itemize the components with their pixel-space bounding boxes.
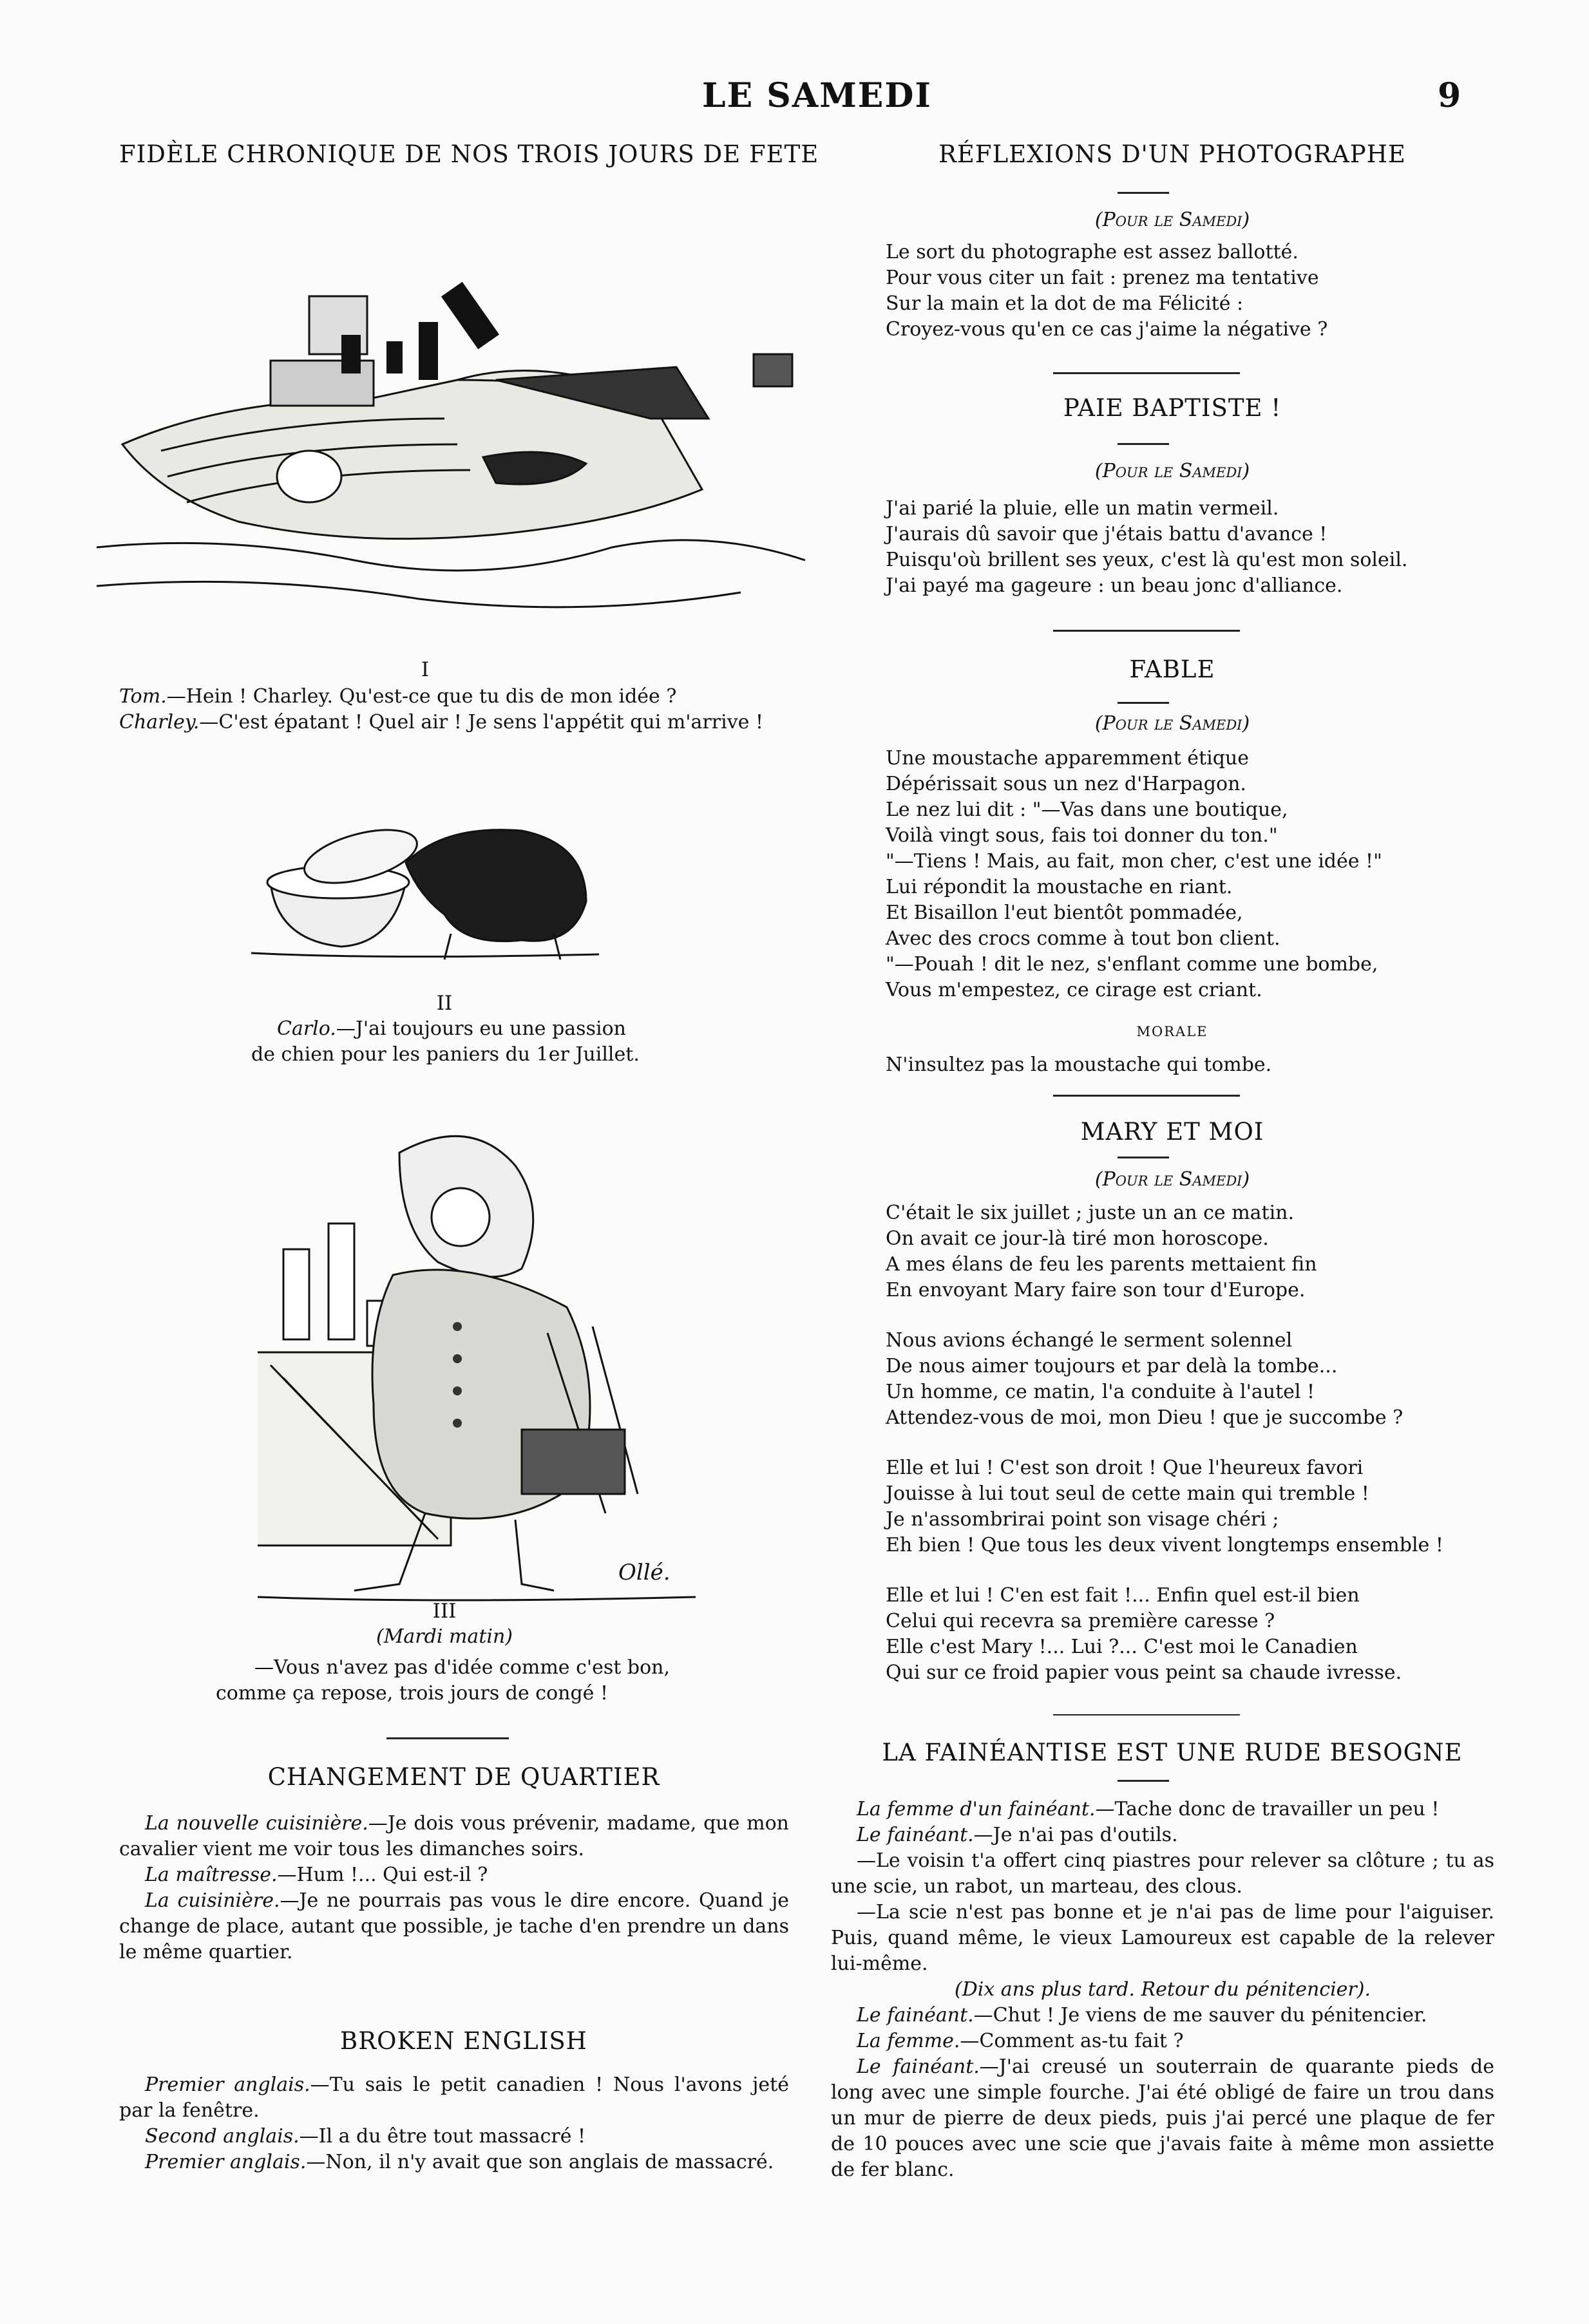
- tom-line: —Hein ! Charley. Qu'est-ce que tu dis de mon idée ?: [166, 685, 677, 708]
- speaker-charley: Charley.: [119, 711, 200, 733]
- part1-dialogue: [119, 684, 808, 735]
- faineantise-title: LA FAINÉANTISE EST UNE RUDE BESOGNE: [882, 1739, 1463, 1766]
- faineantise-interlude: (Dix ans plus tard. Retour du pénitencier).: [954, 1978, 1371, 2001]
- mary-byline: (Pour le Samedi): [1094, 1168, 1250, 1191]
- fable-line: Le nez lui dit : "—Vas dans une boutique,: [886, 798, 1288, 821]
- broken-speaker1: Premier anglais.: [145, 2074, 310, 2096]
- fable-line: Dépérissait sous un nez d'Harpagon.: [886, 773, 1246, 795]
- woman-chair-illustration: [245, 1095, 709, 1610]
- reflexions-line: Le sort du photographe est assez ballotté.: [886, 241, 1299, 263]
- fable-morale: N'insultez pas la moustache qui tombe.: [886, 1053, 1272, 1076]
- reflexions-line: Sur la main et la dot de ma Félicité :: [886, 292, 1244, 315]
- part2-caption: [251, 1016, 715, 1068]
- part2-numeral: II: [436, 992, 453, 1015]
- carlo-line1: —J'ai toujours eu une passion: [336, 1017, 626, 1040]
- faineantise-text2: —Je n'ai pas d'outils.: [973, 1824, 1178, 1846]
- broken-title: BROKEN ENGLISH: [340, 2027, 587, 2055]
- boat-illustration: [97, 187, 818, 638]
- paie-poem: [886, 496, 1485, 599]
- faineantise-speaker5: Le fainéant.: [857, 2004, 974, 2026]
- changement-body: [119, 1811, 789, 1965]
- part3-subtitle: (Mardi matin): [376, 1625, 513, 1648]
- paie-byline: (Pour le Samedi): [1094, 460, 1250, 482]
- faineantise-speaker7: Le fainéant.: [857, 2055, 980, 2078]
- carlo-line2: de chien pour les paniers du 1er Juillet.: [251, 1043, 640, 1066]
- changement-speaker3: La cuisinière.: [145, 1889, 280, 1912]
- mary-line: Elle et lui ! C'en est fait !... Enfin quel est-il bien: [886, 1584, 1360, 1607]
- fable-line: Vous m'empestez, ce cirage est criant.: [886, 979, 1262, 1001]
- changement-text2: —Hum !... Qui est-il ?: [277, 1864, 488, 1886]
- fable-line: "—Tiens ! Mais, au fait, mon cher, c'est une idée !": [886, 850, 1382, 873]
- fable-line: Voilà vingt sous, fais toi donner du ton.": [886, 824, 1278, 847]
- broken-speaker3: Premier anglais.: [145, 2151, 307, 2173]
- faineantise-body: [831, 1797, 1494, 2183]
- mary-line: C'était le six juillet ; juste un an ce matin.: [886, 1202, 1295, 1224]
- faineantise-speaker1: La femme d'un fainéant.: [857, 1798, 1096, 1820]
- faineantise-text3: —Le voisin t'a offert cinq piastres pour relever sa clôture ; tu as une scie, un rabot, un marteau, des clous.: [831, 1849, 1494, 1898]
- faineantise-text4: —La scie n'est pas bonne et je n'ai pas de lime pour l'aiguiser. Puis, quand même, le vieux Lamoureux est capable de la relever lui-même.: [831, 1901, 1494, 1975]
- reflexions-byline: (Pour le Samedi): [1094, 209, 1250, 231]
- reflexions-line: Croyez-vous qu'en ce cas j'aime la négative ?: [886, 318, 1328, 341]
- faineantise-text6: —Comment as-tu fait ?: [960, 2030, 1184, 2052]
- fable-line: Avec des crocs comme à tout bon client.: [886, 927, 1280, 950]
- changement-speaker1: La nouvelle cuisinière.: [145, 1812, 368, 1835]
- changement-title: CHANGEMENT DE QUARTIER: [267, 1763, 660, 1791]
- fable-title: FABLE: [1129, 656, 1215, 683]
- paie-line: J'ai parié la pluie, elle un matin vermeil.: [886, 497, 1279, 520]
- faineantise-text7: —J'ai creusé un souterrain de quarante pieds de long avec une simple fourche. J'ai été obligé de faire un trou dans un mur de pierre de deux pieds, puis j'ai percé une plaque de fer de 10 pouces avec une scie que j'avais faite à même mon assiette de fer blanc.: [831, 2055, 1494, 2181]
- speaker-carlo: Carlo.: [277, 1017, 336, 1040]
- divider-left-1: [386, 1737, 509, 1739]
- fable-line: "—Pouah ! dit le nez, s'enflant comme une bombe,: [886, 953, 1378, 976]
- part3-line1: —Vous n'avez pas d'idée comme c'est bon,: [254, 1656, 670, 1679]
- paie-line: J'aurais dû savoir que j'étais battu d'avance !: [886, 523, 1327, 545]
- mary-line: En envoyant Mary faire son tour d'Europe.: [886, 1279, 1306, 1301]
- speaker-tom: Tom.: [119, 685, 167, 708]
- part3-caption: [216, 1655, 705, 1706]
- divider-right-4: [1053, 1714, 1240, 1715]
- divider-fable: [1118, 702, 1169, 704]
- mary-title: MARY ET MOI: [1080, 1118, 1264, 1146]
- charley-line: —C'est épatant ! Quel air ! Je sens l'appétit qui m'arrive !: [199, 711, 763, 733]
- mary-line: A mes élans de feu les parents mettaient fin: [886, 1253, 1317, 1276]
- mary-line: De nous aimer toujours et par delà la tombe...: [886, 1355, 1338, 1377]
- fable-line: Lui répondit la moustache en riant.: [886, 876, 1233, 898]
- paie-title: PAIE BAPTISTE !: [1063, 394, 1282, 422]
- part3-numeral: III: [432, 1600, 457, 1623]
- paie-line: Puisqu'où brillent ses yeux, c'est là qu'est mon soleil.: [886, 549, 1408, 571]
- artist-signature: Ollé.: [618, 1560, 671, 1585]
- fable-poem: [886, 746, 1485, 1003]
- mary-line: Elle et lui ! C'est son droit ! Que l'heureux favori: [886, 1457, 1364, 1479]
- mary-line: Celui qui recevra sa première caresse ?: [886, 1610, 1275, 1632]
- broken-body: [119, 2072, 789, 2175]
- mary-line: Jouisse à lui tout seul de cette main qui tremble !: [886, 1482, 1369, 1505]
- divider-right-3: [1053, 1095, 1240, 1097]
- changement-speaker2: La maîtresse.: [145, 1864, 278, 1886]
- faineantise-text1: —Tache donc de travailler un peu !: [1095, 1798, 1440, 1820]
- mary-line: Je n'assombrirai point son visage chéri ;: [886, 1508, 1279, 1531]
- mary-line: Attendez-vous de moi, mon Dieu ! que je succombe ?: [886, 1406, 1403, 1429]
- part3-line2: comme ça repose, trois jours de congé !: [216, 1682, 609, 1705]
- broken-text3: —Non, il n'y avait que son anglais de massacré.: [306, 2151, 774, 2173]
- reflexions-title: RÉFLEXIONS D'UN PHOTOGRAPHE: [938, 140, 1406, 168]
- faineantise-speaker2: Le fainéant.: [857, 1824, 974, 1846]
- mary-line: Qui sur ce froid papier vous peint sa chaude ivresse.: [886, 1661, 1402, 1684]
- divider-mary: [1118, 1157, 1169, 1158]
- chronique-title: FIDÈLE CHRONIQUE DE NOS TROIS JOURS DE FETE: [119, 140, 819, 168]
- divider-right-2: [1053, 630, 1240, 632]
- changement-text1: —Je dois vous prévenir, madame, que mon cavalier vient me voir tous les dimanches soirs.: [119, 1812, 789, 1860]
- divider-right-1: [1053, 372, 1240, 374]
- fable-line: Et Bisaillon l'eut bientôt pommadée,: [886, 902, 1243, 924]
- faineantise-text5: —Chut ! Je viens de me sauver du pénitencier.: [973, 2004, 1427, 2026]
- newspaper-title: LE SAMEDI: [702, 76, 932, 115]
- fable-morale-label: MORALE: [1136, 1024, 1208, 1039]
- divider-reflexions: [1118, 192, 1169, 194]
- reflexions-line: Pour vous citer un fait : prenez ma tentative: [886, 267, 1319, 289]
- mary-line: Un homme, ce matin, l'a conduite à l'autel !: [886, 1381, 1315, 1403]
- page-number: 9: [1438, 76, 1463, 115]
- changement-text3: —Je ne pourrais pas vous le dire encore. Quand je change de place, autant que possible, je tache d'en prendre un dans le même quartier.: [119, 1889, 789, 1963]
- paie-line: J'ai payé ma gageure : un beau jonc d'alliance.: [886, 574, 1343, 597]
- mary-poem: [886, 1200, 1504, 1686]
- broken-text1: —Tu sais le petit canadien ! Nous l'avons jeté par la fenêtre.: [119, 2074, 789, 2122]
- mary-line: Nous avions échangé le serment solennel: [886, 1329, 1293, 1352]
- reflexions-poem: [886, 240, 1485, 343]
- divider-faineantise: [1118, 1780, 1169, 1782]
- fable-line: Une moustache apparemment étique: [886, 747, 1249, 770]
- mary-line: Elle c'est Mary !... Lui ?... C'est moi le Canadien: [886, 1636, 1358, 1658]
- dog-basket-illustration: [251, 786, 612, 966]
- part1-numeral: I: [421, 658, 430, 681]
- divider-paie: [1118, 443, 1169, 445]
- fable-byline: (Pour le Samedi): [1094, 712, 1250, 735]
- mary-line: On avait ce jour-là tiré mon horoscope.: [886, 1227, 1269, 1250]
- faineantise-speaker6: La femme.: [857, 2030, 960, 2052]
- broken-text2: —Il a du être tout massacré !: [299, 2125, 586, 2148]
- mary-line: Eh bien ! Que tous les deux vivent longtemps ensemble !: [886, 1534, 1443, 1556]
- broken-speaker2: Second anglais.: [145, 2125, 300, 2148]
